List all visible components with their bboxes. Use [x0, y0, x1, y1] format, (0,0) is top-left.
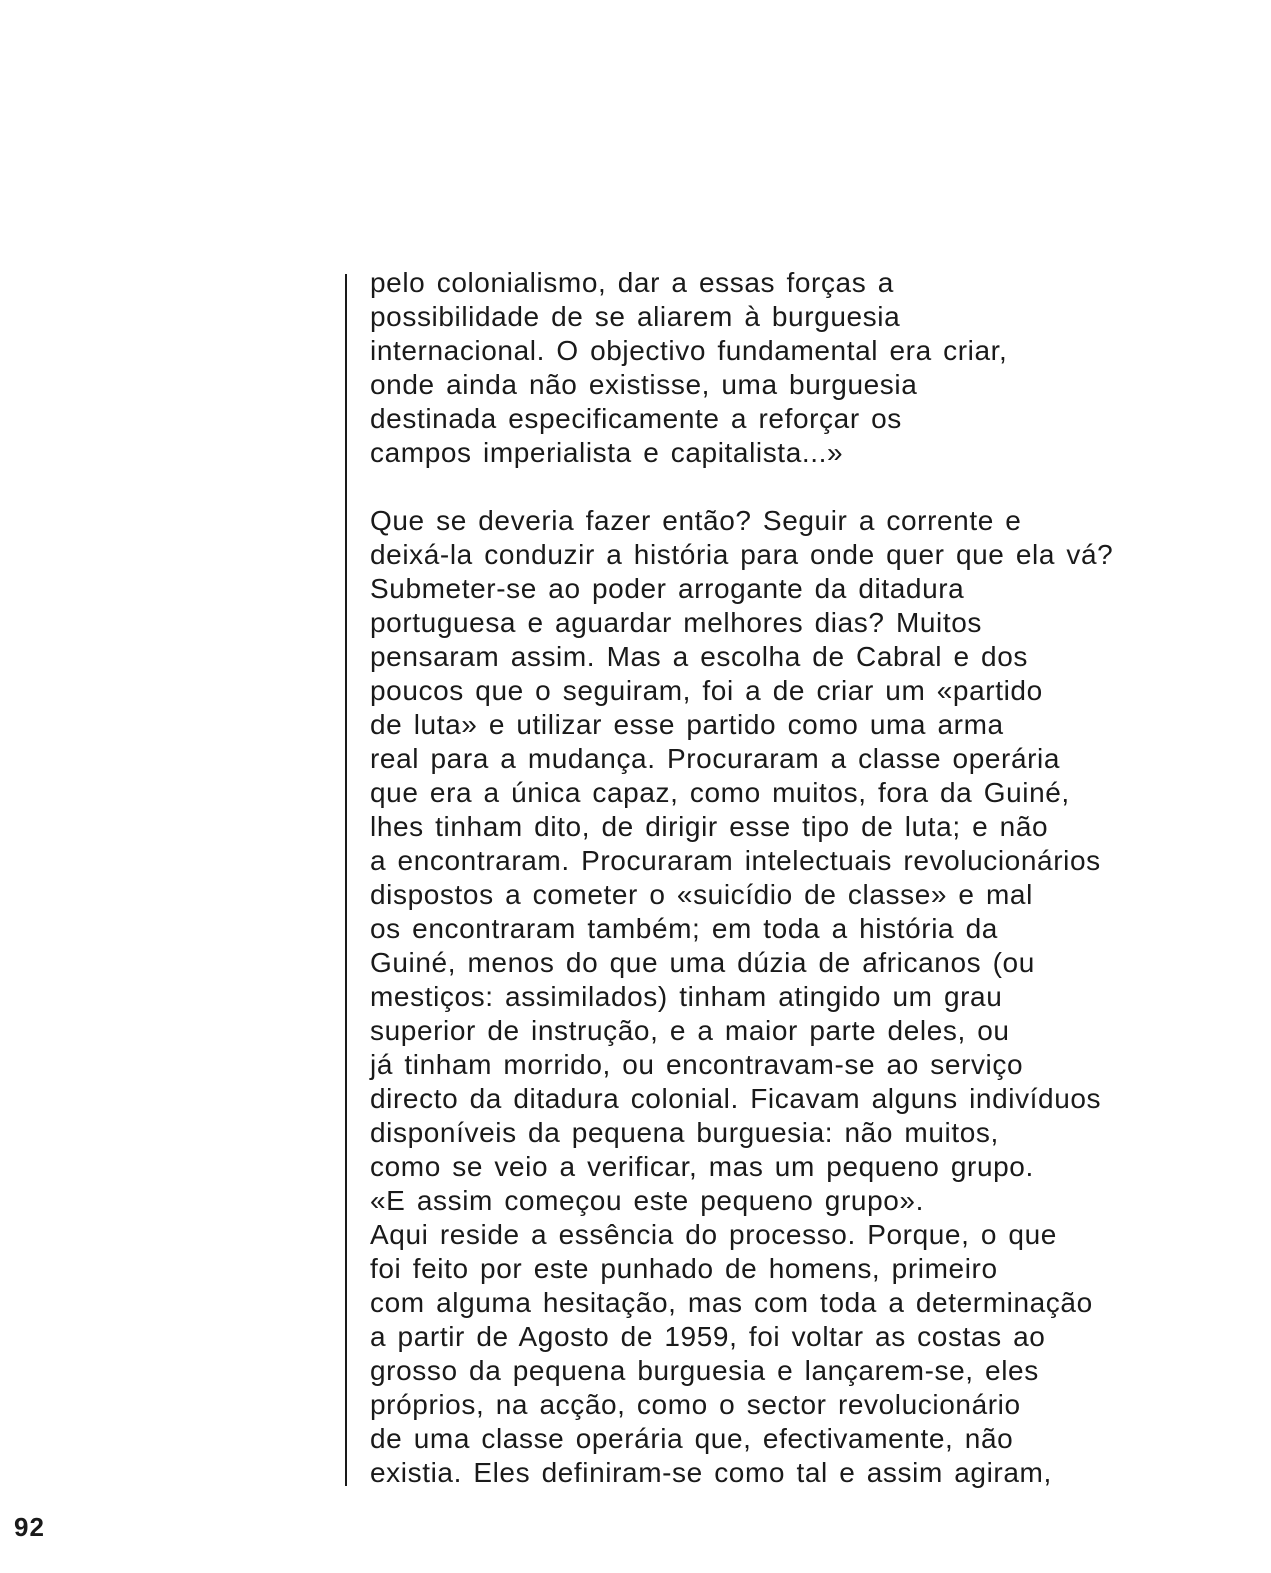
text-line: possibilidade de se aliarem à burguesia — [370, 301, 901, 332]
text-line: portuguesa e aguardar melhores dias? Muitos — [370, 607, 983, 638]
text-line: de luta» e utilizar esse partido como uma arma — [370, 709, 1004, 740]
body-text — [370, 266, 1250, 1490]
text-line: de uma classe operária que, efectivamente, não — [370, 1423, 1014, 1454]
text-line: grosso da pequena burguesia e lançarem-se, eles — [370, 1355, 1039, 1386]
text-line: existia. Eles definiram-se como tal e assim agiram, — [370, 1457, 1052, 1488]
text-line: «E assim começou este pequeno grupo». — [370, 1185, 924, 1216]
text-line: os encontraram também; em toda a história da — [370, 913, 998, 944]
text-line: mestiços: assimilados) tinham atingido um grau — [370, 981, 1003, 1012]
text-line: deixá-la conduzir a história para onde quer que ela vá? — [370, 539, 1114, 570]
text-line: já tinham morrido, ou encontravam-se ao serviço — [370, 1049, 1024, 1080]
text-line: a partir de Agosto de 1959, foi voltar as costas ao — [370, 1321, 1046, 1352]
text-line: onde ainda não existisse, uma burguesia — [370, 369, 918, 400]
text-line: a encontraram. Procuraram intelectuais revolucionários — [370, 845, 1101, 876]
text-line: poucos que o seguiram, foi a de criar um «partido — [370, 675, 1043, 706]
paragraph-2 — [370, 504, 1250, 1490]
text-line: superior de instrução, e a maior parte deles, ou — [370, 1015, 1010, 1046]
text-line: dispostos a cometer o «suicídio de classe» e mal — [370, 879, 1033, 910]
text-line: lhes tinham dito, de dirigir esse tipo de luta; e não — [370, 811, 1049, 842]
text-line: com alguma hesitação, mas com toda a determinação — [370, 1287, 1093, 1318]
text-line: real para a mudança. Procuraram a classe operária — [370, 743, 1061, 774]
text-line: internacional. O objectivo fundamental era criar, — [370, 335, 1008, 366]
text-line: como se veio a verificar, mas um pequeno grupo. — [370, 1151, 1034, 1182]
text-line: disponíveis da pequena burguesia: não muitos, — [370, 1117, 999, 1148]
text-line: Guiné, menos do que uma dúzia de africanos (ou — [370, 947, 1035, 978]
text-line: Aqui reside a essência do processo. Porque, o que — [370, 1219, 1057, 1250]
text-line: que era a única capaz, como muitos, fora da Guiné, — [370, 777, 1070, 808]
text-line: foi feito por este punhado de homens, primeiro — [370, 1253, 998, 1284]
text-line: próprios, na acção, como o sector revolucionário — [370, 1389, 1021, 1420]
text-line: directo da ditadura colonial. Ficavam alguns indivíduos — [370, 1083, 1102, 1114]
text-line: pelo colonialismo, dar a essas forças a — [370, 267, 894, 298]
text-line: Submeter-se ao poder arrogante da ditadura — [370, 573, 965, 604]
text-line: campos imperialista e capitalista...» — [370, 437, 844, 468]
text-line: pensaram assim. Mas a escolha de Cabral e dos — [370, 641, 1028, 672]
text-line: destinada especificamente a reforçar os — [370, 403, 902, 434]
page-number: 92 — [14, 1512, 45, 1542]
paragraph-gap — [370, 470, 1250, 504]
text-line: Que se deveria fazer então? Seguir a corrente e — [370, 505, 1022, 536]
margin-rule — [345, 274, 347, 1486]
paragraph-1 — [370, 266, 1250, 470]
